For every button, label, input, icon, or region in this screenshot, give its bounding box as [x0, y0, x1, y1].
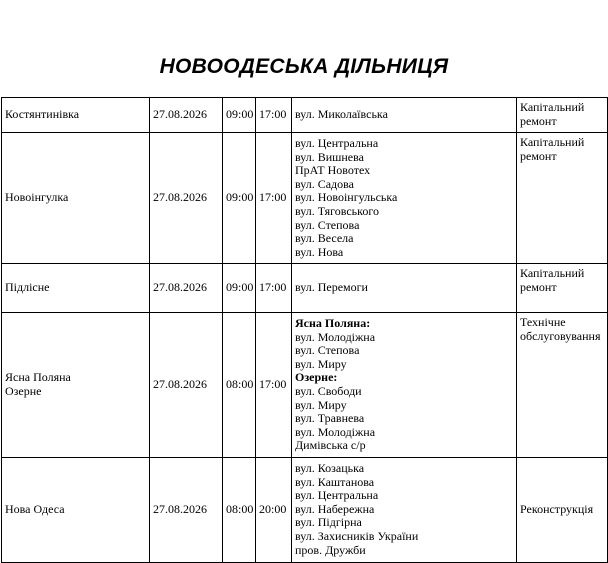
address-line: вул. Миру — [295, 397, 347, 412]
time-to-cell: 20:00 — [256, 458, 292, 563]
addresses-cell — [292, 133, 517, 264]
time-from-cell: 09:00 — [223, 98, 256, 133]
address-line: вул. Центральна — [295, 136, 379, 150]
page-title: НОВООДЕСЬКА ДІЛЬНИЦЯ — [159, 55, 449, 78]
address-line: Димівська с/р — [295, 438, 366, 453]
address-line: вул. Травнева — [295, 411, 365, 426]
address-line: вул. Молодіжна — [295, 329, 376, 344]
settlement-cell: Новоінгулка — [2, 133, 150, 264]
address-line: вул. Молодіжна — [295, 424, 376, 439]
addresses-cell — [292, 458, 517, 563]
address-line: вул. Захисників України — [295, 528, 419, 543]
address-line: вул. Вишнева — [295, 149, 364, 164]
date-cell: 27.08.2026 — [150, 313, 223, 458]
addresses-cell — [292, 264, 517, 313]
date-cell: 27.08.2026 — [150, 458, 223, 563]
address-line: вул. Набережна — [295, 501, 375, 516]
table-row — [2, 98, 608, 133]
address-line: вул. Миколаївська — [295, 107, 388, 122]
work-type-cell: Капітальний ремонт — [517, 98, 608, 133]
settlement-cell: Ясна Поляна Озерне — [2, 313, 150, 458]
address-line: вул. Свободи — [295, 383, 362, 398]
time-from-cell: 08:00 — [223, 313, 256, 458]
settlement-cell: Костянтинівка — [2, 98, 150, 133]
date-cell: 27.08.2026 — [150, 98, 223, 133]
time-from-cell: 09:00 — [223, 133, 256, 264]
address-line: вул. Степова — [295, 343, 360, 358]
address-line: вул. Тяговського — [295, 203, 379, 218]
addresses-cell — [292, 313, 517, 458]
time-to-cell: 17:00 — [256, 313, 292, 458]
time-from-cell: 08:00 — [223, 458, 256, 563]
address-line: вул. Перемоги — [295, 280, 368, 295]
work-type-cell: Реконструкція — [517, 458, 608, 563]
table-row — [2, 264, 608, 313]
address-line: вул. Козацька — [295, 461, 365, 475]
address-group-label: Ясна Поляна: — [295, 316, 371, 330]
address-line: ПрАТ Новотех — [295, 163, 371, 178]
address-line: вул. Центральна — [295, 488, 379, 503]
table-body — [2, 98, 608, 563]
address-line: вул. Новоінгульська — [295, 190, 398, 205]
settlement-cell: Нова Одеса — [2, 458, 150, 563]
outage-schedule-table — [1, 97, 608, 563]
table-row — [2, 133, 608, 264]
address-line: вул. Степова — [295, 217, 360, 232]
time-to-cell: 17:00 — [256, 264, 292, 313]
date-cell: 27.08.2026 — [150, 264, 223, 313]
address-line: вул. Нова — [295, 244, 344, 259]
address-line: вул. Весела — [295, 231, 354, 246]
time-to-cell: 17:00 — [256, 98, 292, 133]
address-line: вул. Миру — [295, 356, 347, 371]
time-from-cell: 09:00 — [223, 264, 256, 313]
address-line: вул. Каштанова — [295, 474, 375, 489]
addresses-cell — [292, 98, 517, 133]
address-line: вул. Підгірна — [295, 515, 362, 530]
work-type-cell: Капітальний ремонт — [517, 133, 608, 264]
time-to-cell: 17:00 — [256, 133, 292, 264]
address-line: вул. Садова — [295, 176, 354, 191]
address-group-label: Озерне: — [295, 370, 338, 385]
work-type-cell: Технічне обслуговування — [517, 313, 608, 458]
table-row — [2, 458, 608, 563]
work-type-cell: Капітальний ремонт — [517, 264, 608, 313]
date-cell: 27.08.2026 — [150, 133, 223, 264]
settlement-cell: Підлісне — [2, 264, 150, 313]
table-row — [2, 313, 608, 458]
address-line: пров. Дружби — [295, 542, 366, 557]
